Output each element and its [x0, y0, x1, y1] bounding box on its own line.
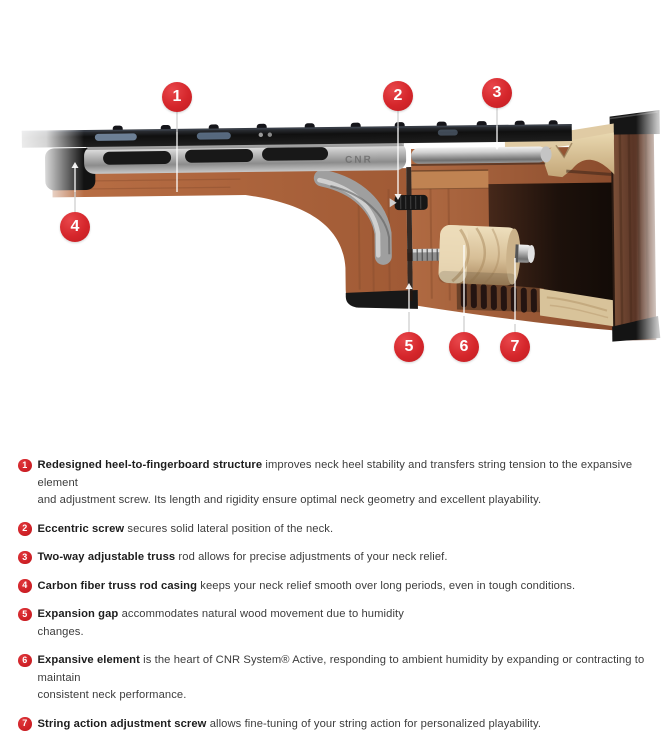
legend-item-4 — [18, 578, 656, 596]
legend-number-badge: 7 — [18, 717, 32, 731]
callout-7: 7 — [500, 332, 530, 362]
legend-item-7 — [18, 716, 656, 733]
legend-number-badge: 6 — [18, 654, 32, 668]
legend-number-badge: 2 — [18, 522, 32, 536]
legend-item-text: String action adjustment screw allows fine-tuning of your string action for personalized playability. — [38, 716, 542, 733]
callout-4: 4 — [60, 212, 90, 242]
legend-number-badge: 1 — [18, 459, 32, 473]
callout-6: 6 — [449, 332, 479, 362]
legend-number-badge: 5 — [18, 608, 32, 622]
legend-item-text: Eccentric screw secures solid lateral position of the neck. — [38, 521, 334, 539]
callout-5: 5 — [394, 332, 424, 362]
legend-item-5 — [18, 606, 656, 641]
right-fade — [636, 0, 672, 445]
string-action-adjustment-screw — [515, 244, 535, 263]
legend-item-3 — [18, 549, 656, 567]
legend-item-text: Two-way adjustable truss rod allows for precise adjustments of your neck relief. — [38, 549, 448, 567]
callout-3: 3 — [482, 78, 512, 108]
legend-item-text: Carbon fiber truss rod casing keeps your neck relief smooth over long periods, even in tough conditions. — [38, 578, 576, 596]
legend-item-1 — [18, 457, 656, 510]
legend-item-6 — [18, 652, 656, 705]
legend-item-2 — [18, 521, 656, 539]
legend-number-badge: 4 — [18, 579, 32, 593]
legend-item-text: Expansive element is the heart of CNR System® Active, responding to ambient humidity by expanding or contracting to maintain consistent neck performance. — [38, 652, 657, 705]
callout-2: 2 — [383, 81, 413, 111]
eccentric-screw — [390, 195, 428, 210]
heel-to-fingerboard-structure — [84, 142, 406, 174]
embossed-logo-text: CNR — [345, 154, 373, 165]
truss-rod — [411, 146, 552, 165]
callout-1: 1 — [162, 82, 192, 112]
legend-number-badge: 3 — [18, 551, 32, 565]
legend-item-text: Redesigned heel-to-fingerboard structure improves neck heel stability and transfers string tension to the expansive element and adjustment screw. Its length and rigidity ensure optimal neck geometry and excellent playability. — [38, 457, 657, 510]
legend — [0, 445, 672, 733]
fingerboard — [22, 120, 572, 148]
legend-item-text: Expansion gap accommodates natural wood movement due to humidity changes. — [38, 606, 404, 641]
expansive-element — [438, 225, 521, 286]
